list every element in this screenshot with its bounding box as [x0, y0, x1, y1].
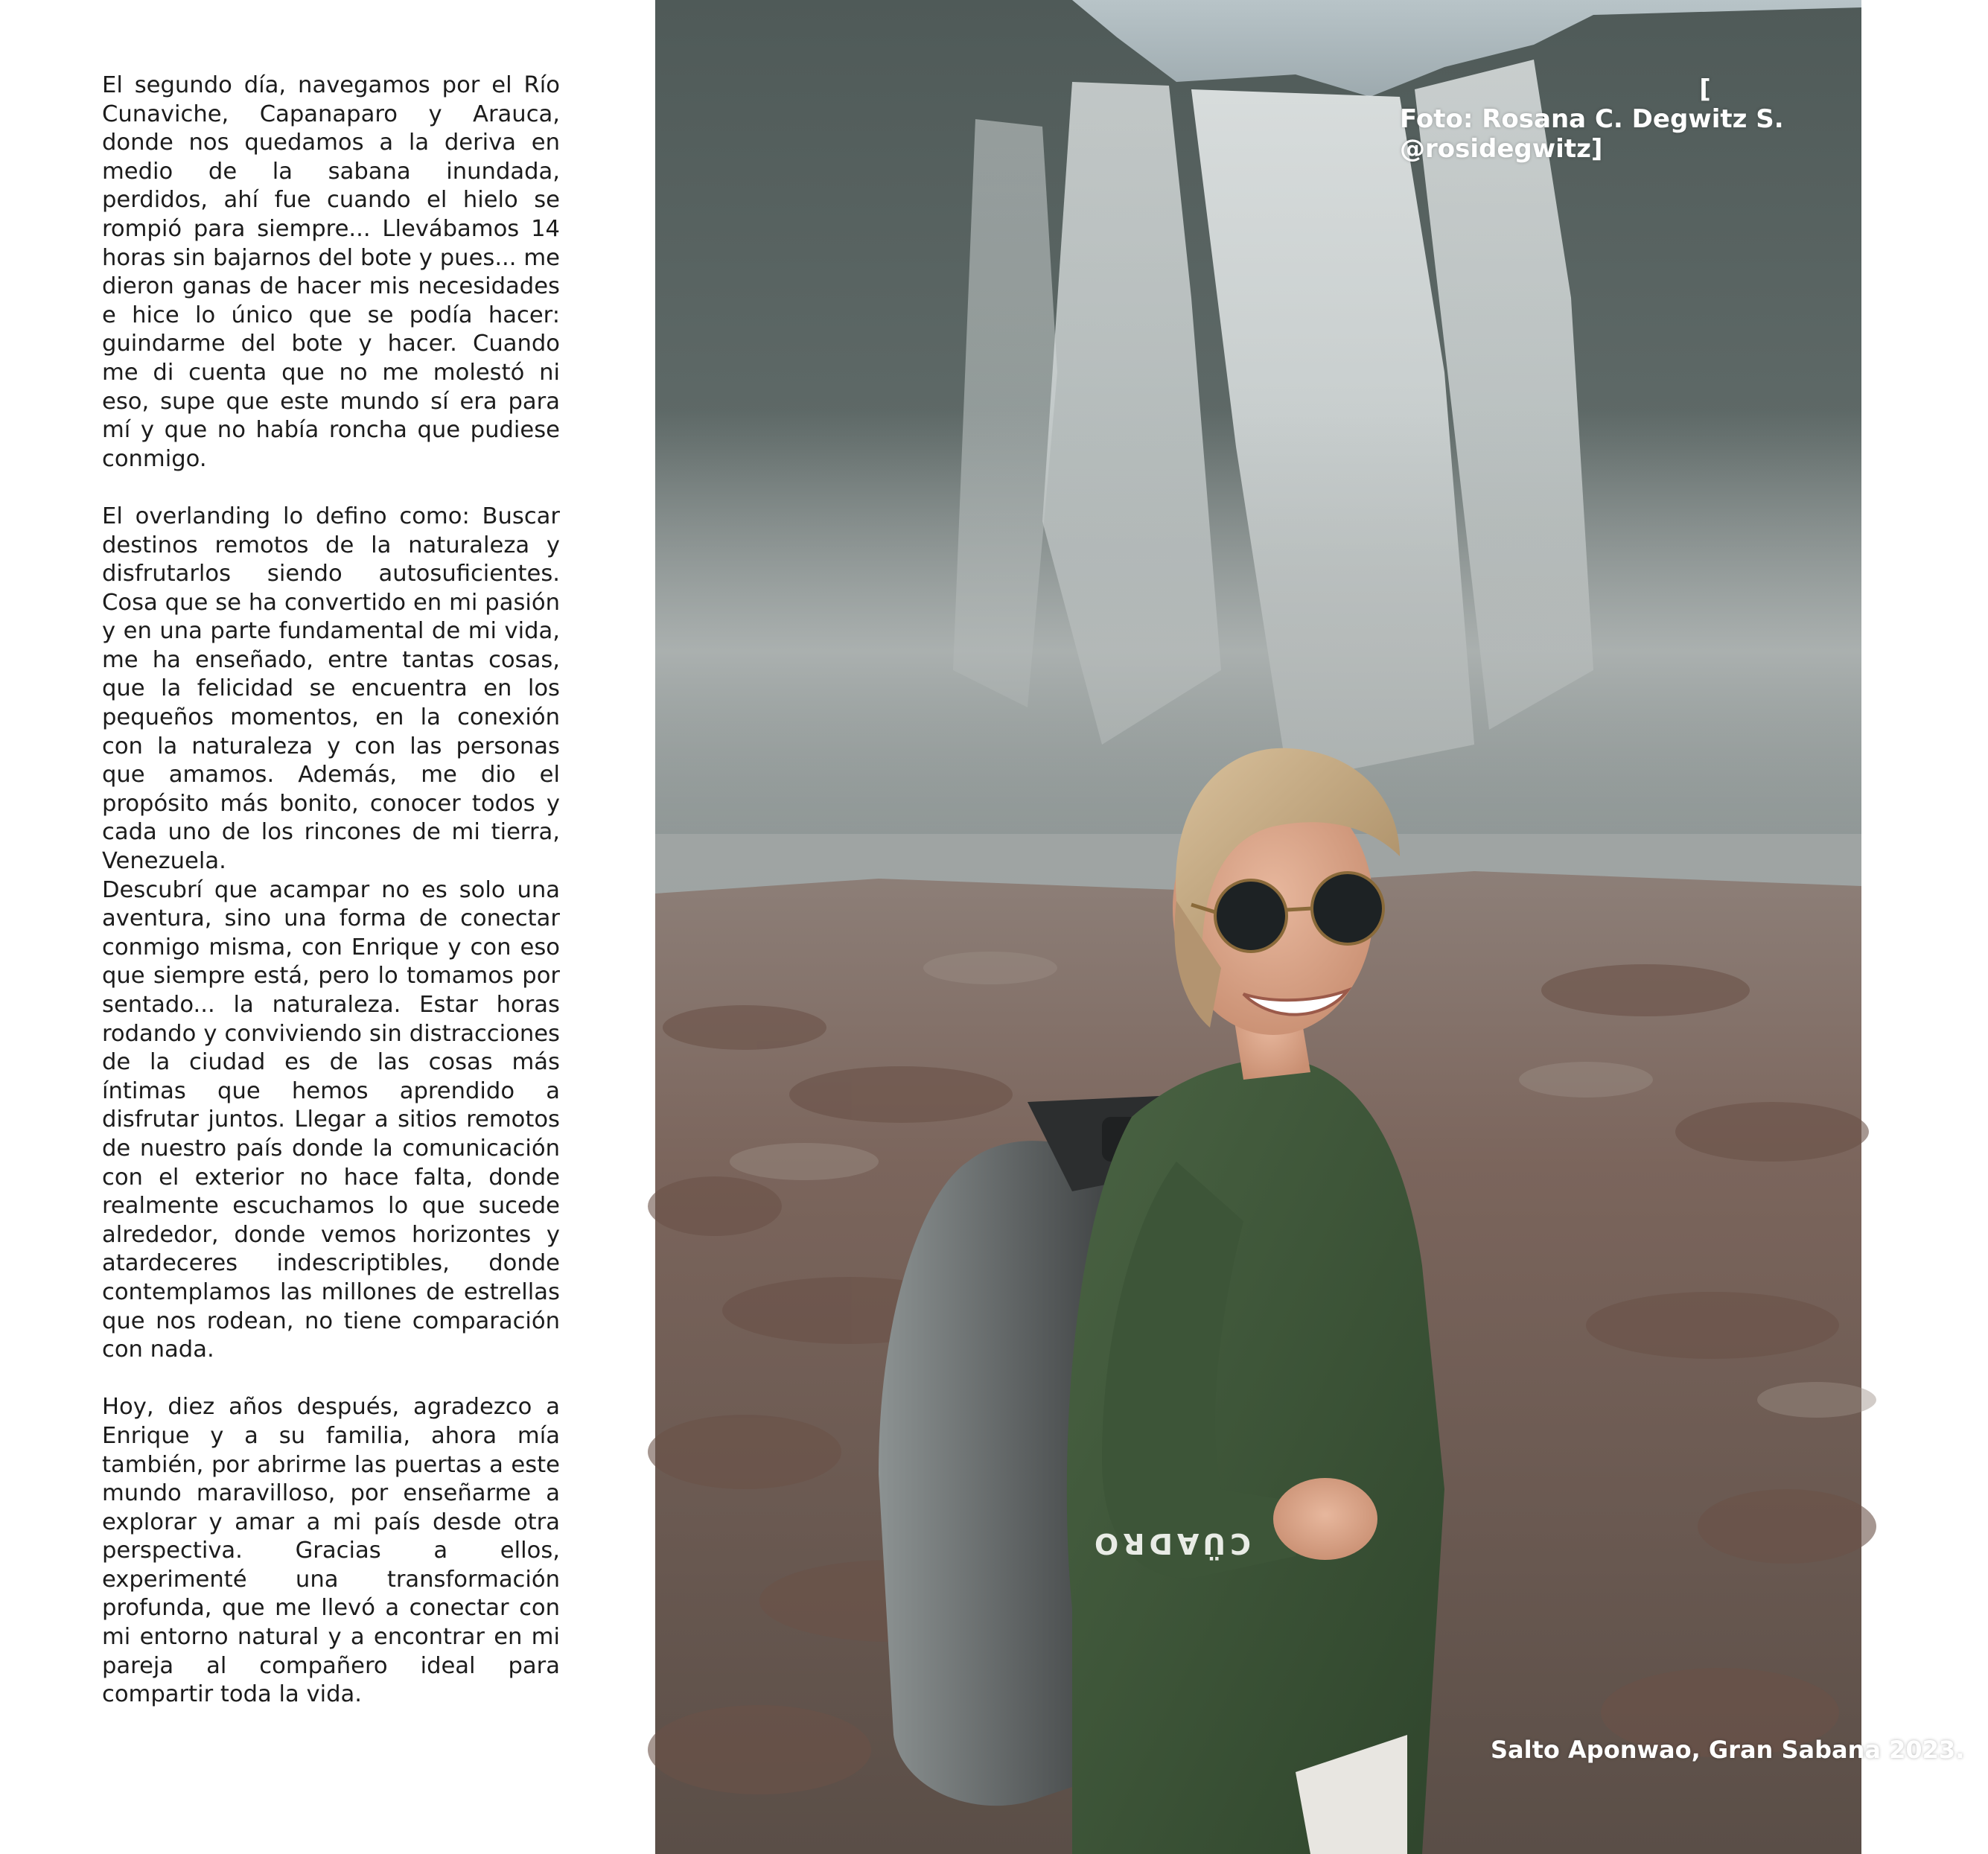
waterfall-photo [655, 0, 1965, 1854]
photo-credit [1400, 74, 1988, 164]
photo-credit-text: Foto: Rosana C. Degwitz S. @rosidegwitz] [1400, 104, 1784, 164]
photo-illustration [655, 0, 1861, 1854]
paragraph-4: Hoy, diez años después, agradezco a Enrique y a su familia, ahora mía también, por abrirme las puertas a este mundo maravilloso, por enseñarme a explorar y amar a mi país desde otra perspectiva. Gracias a ellos, experimenté una transformación profunda, que me llevó a conectar con mi entorno natural y a encontrar en mi pareja al compañero ideal para compartir toda la vida. [102, 1394, 560, 1708]
paragraph-1: El segundo día, navegamos por el Río Cunaviche, Capanaparo y Arauca, donde nos quedamos a la deriva en medio de la sabana inundada, perdidos, ahí fue cuando el hielo se rompió para siempre... Llevábamos 14 horas sin bajarnos del bote y pues... me dieron ganas de hacer mis necesidades e hice lo único que se podía hacer: guindarme del bote y hacer. Cuando me di cuenta que no me molestó ni eso, supe que este mundo sí era para mí y que no había roncha que pudiese conmigo. [102, 72, 560, 472]
photo-credit-bracket: [ [1699, 74, 1711, 104]
article-body [102, 71, 560, 1710]
photo-caption: Salto Aponwao, Gran Sabana 2023. [1491, 1736, 1965, 1764]
paragraph-2: El overlanding lo defino como: Buscar destinos remotos de la naturaleza y disfrutarlos siendo autosuficientes. Cosa que se ha convertido en mi pasión y en una parte fundamental de mi vida, me ha enseñado, entre tantas cosas, que la felicidad se encuentra en los pequeños momentos, en la conexión con la naturaleza y con las personas que amamos. Además, me dio el propósito más bonito, conocer todos y cada uno de los rincones de mi tierra, Venezuela. [102, 503, 560, 875]
sleeve-print: CÜADRO [1089, 1527, 1251, 1560]
paragraph-3: Descubrí que acampar no es solo una aventura, sino una forma de conectar conmigo misma, con Enrique y con eso que siempre está, pero lo tomamos por sentado... la naturaleza. Estar horas rodando y conviviendo sin distracciones de la ciudad es de las cosas más íntimas que hemos aprendido a disfrutar juntos. Llegar a sitios remotos de nuestro país donde la comunicación con el exterior no hace falta, donde realmente escuchamos lo que sucede alrededor, donde vemos horizontes y atardeceres indescriptibles, donde contemplamos las millones de estrellas que nos rodean, no tiene comparación con nada. [102, 876, 560, 1363]
